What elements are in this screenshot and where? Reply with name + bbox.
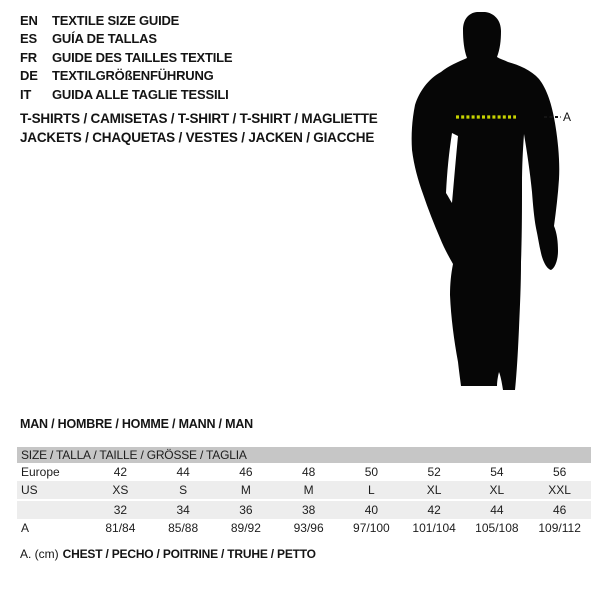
row-label: A (21, 521, 30, 535)
size-cell: 93/96 (293, 521, 324, 535)
row-label: Europe (21, 465, 60, 479)
language-row (20, 68, 232, 86)
size-cell: 44 (176, 465, 190, 479)
size-cell: 105/108 (475, 521, 519, 535)
language-label: TEXTILE SIZE GUIDE (52, 13, 180, 28)
size-table (17, 447, 591, 537)
garment-line-tshirts: T-SHIRTS / CAMISETAS / T-SHIRT / T-SHIRT / MAGLIETTE (20, 111, 378, 126)
size-cell: 85/88 (168, 521, 199, 535)
language-code: ES (20, 31, 37, 47)
language-label: GUIDE DES TAILLES TEXTILE (52, 49, 233, 65)
size-cell: M (215, 481, 278, 500)
man-silhouette-figure (400, 0, 575, 400)
size-cell: M (277, 481, 340, 500)
size-cell: 109/112 (538, 521, 581, 535)
footnote-prefix: A. (cm) (20, 547, 59, 561)
language-code: FR (20, 49, 37, 65)
section-title-man: MAN / HOMBRE / HOMME / MANN / MAN (20, 417, 253, 431)
size-cell: 32 (89, 500, 152, 519)
size-cell: 34 (152, 500, 215, 519)
language-label: TEXTILGRÖßENFÜHRUNG (52, 68, 214, 84)
language-code: EN (20, 13, 38, 28)
language-label: GUIDA ALLE TAGLIE TESSILI (52, 86, 229, 102)
garment-types (20, 109, 378, 147)
table-row-chest-cm (17, 519, 591, 537)
man-silhouette-shape (412, 12, 560, 390)
size-table-header-row (17, 447, 591, 463)
size-cell: 89/92 (230, 521, 261, 535)
language-code: IT (20, 86, 32, 102)
size-cell: 54 (490, 465, 504, 479)
language-row (20, 50, 232, 68)
language-row (20, 31, 232, 49)
measure-label-a: A (563, 110, 572, 124)
garment-line-jackets: JACKETS / CHAQUETAS / VESTES / JACKEN / GIACCHE (20, 130, 375, 145)
language-label: GUÍA DE TALLAS (52, 31, 157, 47)
size-cell: 81/84 (105, 521, 136, 535)
row-label (17, 500, 89, 519)
size-cell: 97/100 (353, 521, 390, 535)
language-code: DE (20, 68, 38, 84)
size-cell: 56 (552, 465, 567, 479)
size-cell: 42 (113, 465, 128, 479)
row-label: US (17, 481, 89, 500)
size-cell: XS (89, 481, 152, 500)
size-cell: 40 (340, 500, 403, 519)
language-row (20, 13, 232, 31)
language-row (20, 87, 232, 105)
table-row-us (17, 481, 591, 500)
size-cell: 46 (239, 465, 253, 479)
footnote-text: CHEST / PECHO / POITRINE / TRUHE / PETTO (62, 547, 316, 561)
size-cell: 52 (427, 465, 441, 479)
size-cell: 101/104 (412, 521, 456, 535)
size-cell: 48 (301, 465, 316, 479)
language-list (20, 13, 232, 105)
table-row-numeric (17, 500, 591, 519)
size-cell: 36 (215, 500, 278, 519)
size-cell: L (340, 481, 403, 500)
size-cell: 38 (277, 500, 340, 519)
size-cell: XXL (528, 481, 591, 500)
table-row-europe (17, 463, 591, 481)
size-cell: 42 (403, 500, 466, 519)
size-cell: S (152, 481, 215, 500)
size-cell: XL (403, 481, 466, 500)
size-cell: 50 (364, 465, 379, 479)
size-cell: 44 (466, 500, 529, 519)
measure-footnote (20, 547, 316, 561)
size-cell: XL (466, 481, 529, 500)
size-table-header: SIZE / TALLA / TAILLE / GRÖSSE / TAGLIA (17, 447, 591, 463)
size-cell: 46 (528, 500, 591, 519)
